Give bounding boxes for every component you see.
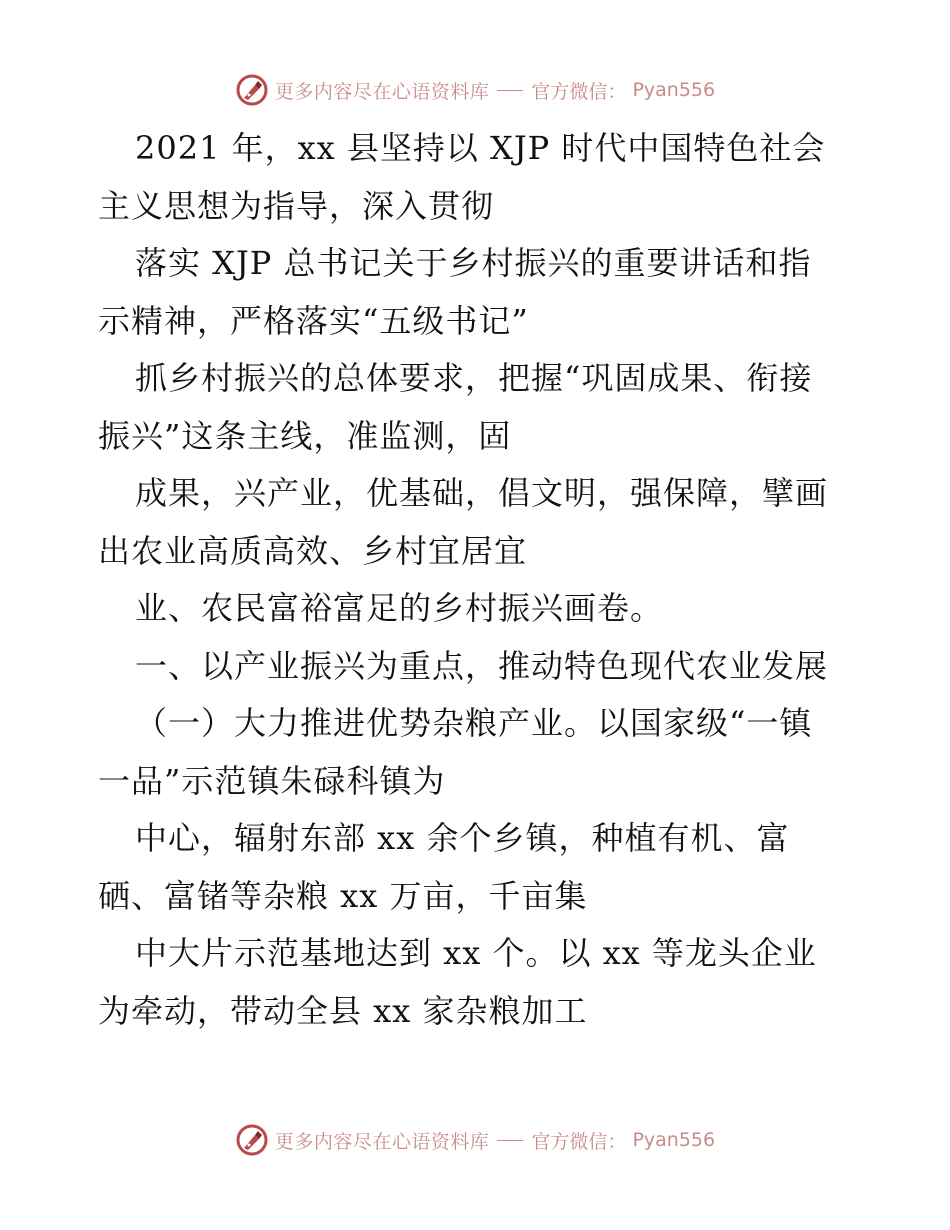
body-line: 硒、富锗等杂粮 xx 万亩，千亩集	[98, 876, 588, 915]
watermark-contact-label: 官方微信：	[531, 1130, 627, 1153]
watermark-contact-id: Pyan556	[632, 79, 716, 101]
watermark-contact-label: 官方微信：	[531, 80, 627, 103]
watermark-contact-id: Pyan556	[632, 1129, 716, 1151]
body-line: 中大片示范基地达到 xx 个。以 xx 等龙头企业	[135, 934, 817, 972]
body-line: 主义思想为指导，深入贯彻	[98, 186, 495, 225]
body-line: 抓乡村振兴的总体要求，把握“巩固成果、衔接	[135, 359, 813, 397]
body-line: 成果，兴产业，优基础，倡文明，强保障，擘画	[135, 474, 829, 512]
pen-nib-circle-icon	[235, 73, 269, 107]
watermark-site-text: 更多内容尽在心语资料库	[274, 80, 490, 103]
footer-watermark	[0, 1120, 950, 1160]
body-line: 为牵动，带动全县 xx 家杂粮加工	[98, 991, 588, 1030]
body-line: （一）大力推进优势杂粮产业。以国家级“一镇	[135, 704, 813, 742]
watermark-dash	[497, 90, 523, 91]
header-watermark	[0, 70, 950, 110]
body-line: 出农业高质高效、乡村宜居宜	[98, 531, 528, 570]
body-line: 业、农民富裕富足的乡村振兴画卷。	[135, 589, 664, 627]
pen-nib-circle-icon	[235, 1123, 269, 1157]
body-line: 振兴”这条主线，准监测，固	[98, 416, 512, 455]
body-line: 2021 年，xx 县坚持以 XJP 时代中国特色社会	[135, 129, 826, 167]
body-line: 示精神，严格落实“五级书记”	[98, 301, 529, 340]
body-line: 落实 XJP 总书记关于乡村振兴的重要讲话和指	[135, 244, 812, 282]
watermark-site-text: 更多内容尽在心语资料库	[274, 1130, 490, 1153]
section-heading: 一、以产业振兴为重点，推动特色现代农业发展	[135, 646, 829, 685]
watermark-dash	[497, 1140, 523, 1141]
body-line: 一品”示范镇朱碌科镇为	[98, 761, 446, 800]
body-line: 中心，辐射东部 xx 余个乡镇，种植有机、富	[135, 819, 790, 857]
document-body	[98, 120, 858, 1040]
